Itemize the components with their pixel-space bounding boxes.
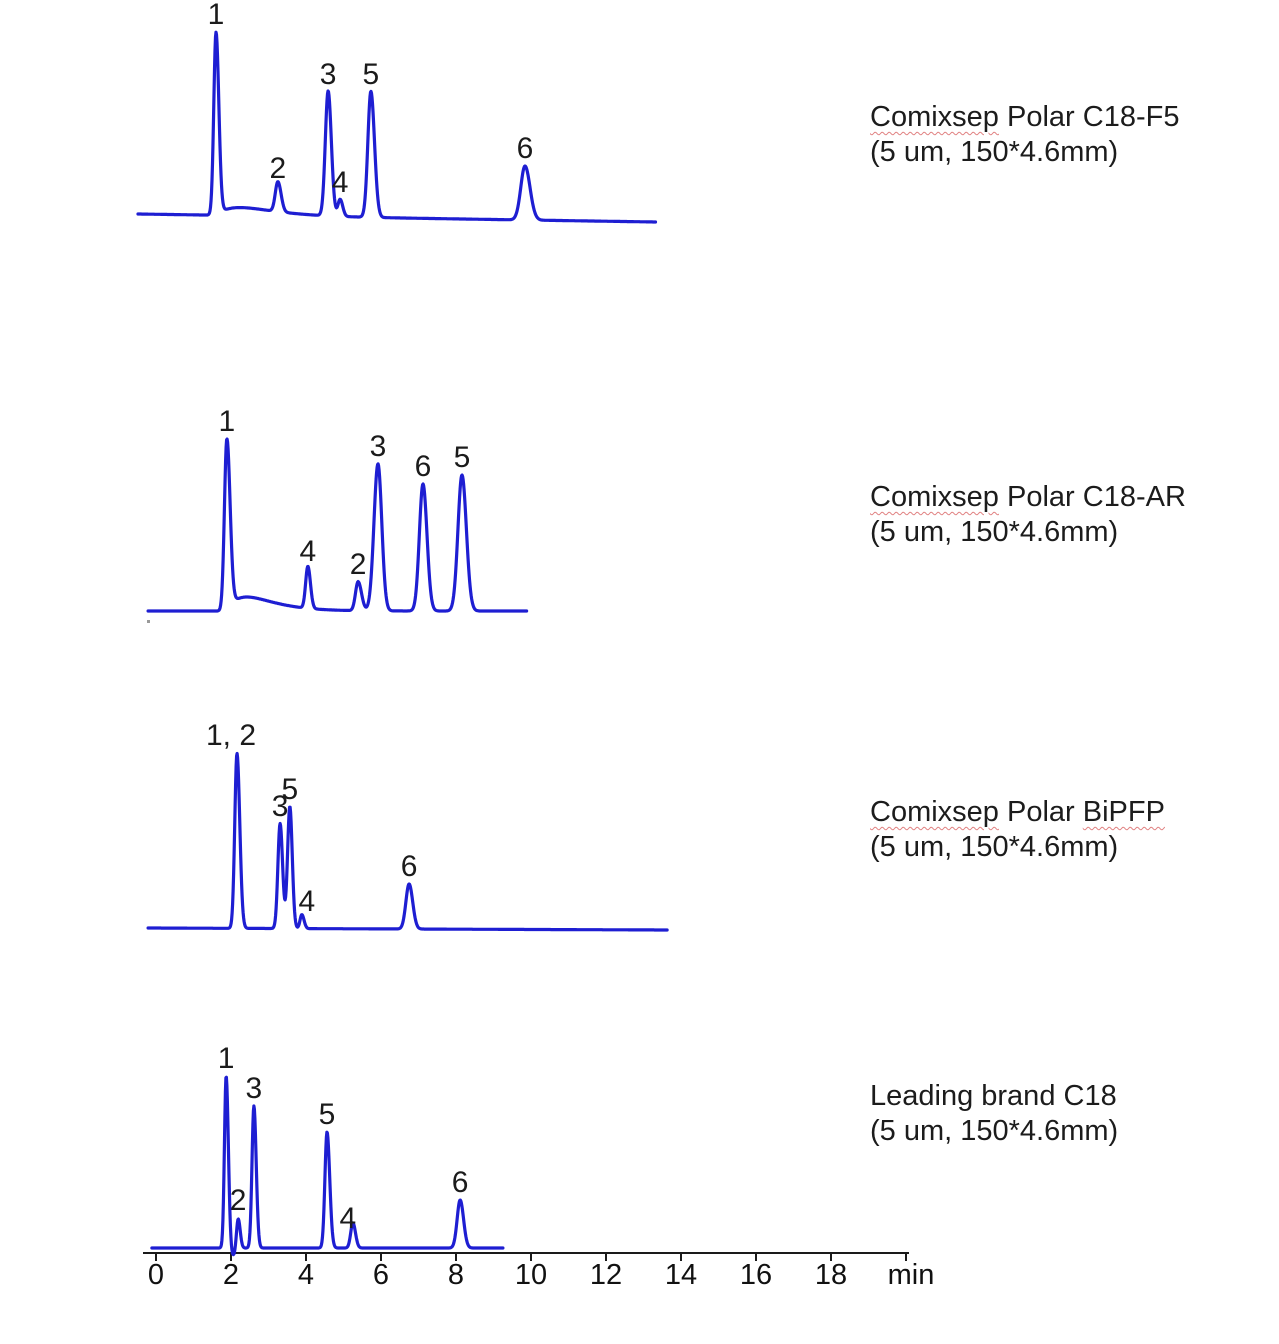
column-name-word-misspelled: BiPFP — [1082, 796, 1165, 828]
x-tick-label: 0 — [147, 1259, 165, 1291]
column-name — [870, 795, 1165, 830]
x-tick-label: 18 — [814, 1259, 848, 1291]
peak-label-trace4-5: 5 — [318, 1098, 336, 1131]
x-tick-label: 10 — [514, 1259, 548, 1291]
x-tick-label: 12 — [589, 1259, 623, 1291]
x-tick-label: 14 — [664, 1259, 698, 1291]
column-name — [870, 1079, 1118, 1114]
peak-label-trace2-1: 1 — [218, 405, 236, 438]
x-tick-label: 4 — [297, 1259, 315, 1291]
x-tick-label: 2 — [222, 1259, 240, 1291]
peak-label-trace2-2: 2 — [349, 548, 367, 581]
column-label-leading-brand — [870, 1079, 1118, 1149]
peak-label-trace3-3: 3 — [271, 789, 289, 823]
column-name-word-misspelled: Comixsep — [870, 101, 999, 133]
column-dimensions: (5 um, 150*4.6mm) — [870, 831, 1119, 863]
column-name — [870, 480, 1186, 515]
x-tick-label: 16 — [739, 1259, 773, 1291]
column-label-c18-f5 — [870, 100, 1179, 170]
column-dimensions: (5 um, 150*4.6mm) — [870, 516, 1119, 548]
column-name-word-misspelled: Comixsep — [870, 796, 999, 828]
x-tick-label: 8 — [447, 1259, 465, 1291]
peak-label-trace2-6: 6 — [414, 450, 432, 483]
stray-mark — [147, 620, 150, 623]
chromatogram-trace-2 — [148, 754, 667, 931]
column-name-word: Leading brand C18 — [870, 1080, 1117, 1112]
peak-label-trace4-4: 4 — [339, 1202, 357, 1235]
peak-label-trace3-1-2: 1, 2 — [205, 719, 257, 753]
column-name — [870, 100, 1179, 135]
column-name-word: Polar C18-AR — [998, 481, 1186, 513]
column-dimensions: (5 um, 150*4.6mm) — [870, 136, 1119, 168]
x-tick-label: 6 — [372, 1259, 390, 1291]
peak-label-trace1-2: 2 — [269, 152, 287, 186]
column-name-word: Polar — [998, 796, 1083, 828]
peak-label-trace4-6: 6 — [451, 1166, 469, 1199]
column-name-word: Polar C18-F5 — [998, 101, 1180, 133]
chromatogram-trace-0 — [138, 32, 656, 222]
peak-label-trace4-1: 1 — [217, 1042, 235, 1075]
peak-label-trace3-4: 4 — [298, 884, 316, 918]
peak-label-trace2-4: 4 — [299, 535, 317, 568]
column-name-word-misspelled: Comixsep — [870, 481, 999, 513]
peak-label-trace4-3: 3 — [245, 1072, 263, 1105]
peak-label-trace4-2: 2 — [229, 1184, 247, 1217]
column-label-bipfp — [870, 795, 1165, 865]
peak-label-trace1-1: 1 — [207, 0, 225, 32]
peak-label-trace3-6: 6 — [400, 850, 418, 883]
column-label-c18-ar — [870, 480, 1186, 550]
peak-label-trace1-3: 3 — [319, 57, 337, 91]
peak-label-trace3-5: 5 — [281, 772, 299, 806]
x-axis-unit-label: min — [887, 1259, 935, 1291]
peak-label-trace1-4: 4 — [331, 166, 349, 200]
column-dimensions: (5 um, 150*4.6mm) — [870, 1115, 1119, 1147]
peak-label-trace1-5: 5 — [362, 57, 380, 91]
peak-label-trace2-3: 3 — [369, 430, 387, 463]
peak-label-trace2-5: 5 — [453, 441, 471, 474]
peak-label-trace1-6: 6 — [516, 131, 534, 165]
